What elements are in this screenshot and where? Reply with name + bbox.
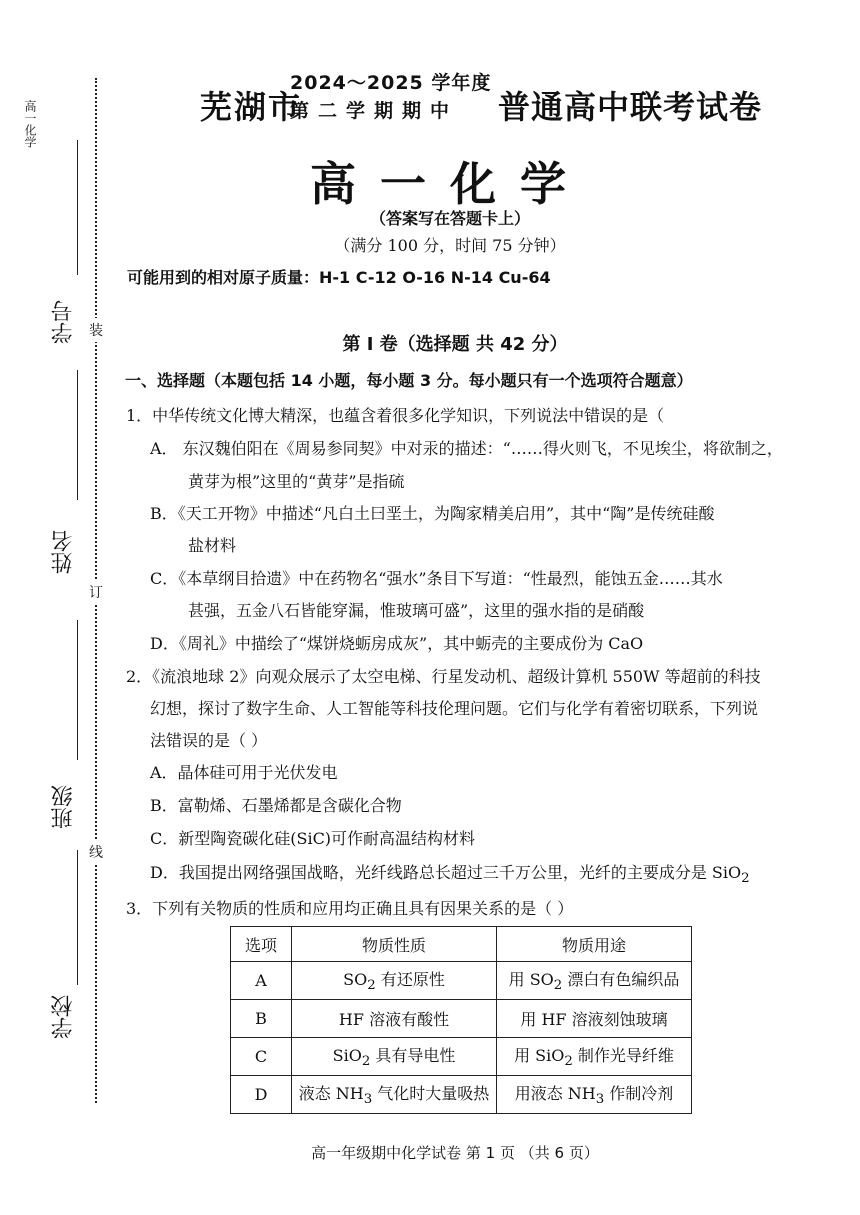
q2-option-d-subscript: 2 [741, 871, 750, 887]
table-cell-property: HF 溶液有酸性 [292, 1000, 497, 1038]
subject-title: 高一化学 [310, 157, 590, 211]
binding-word-ding: 订 [88, 580, 104, 604]
properties-table [230, 926, 692, 1114]
q2-option-a: A．晶体硅可用于光伏发电 [150, 763, 338, 782]
part-title: 一、选择题（本题包括 14 小题，每小题 3 分。每小题只有一个选项符合题意） [125, 371, 693, 390]
title-semester: 第二学期期中 [290, 100, 459, 122]
school-label: 学校 [51, 995, 76, 1039]
q3-stem: 3．下列有关物质的性质和应用均正确且具有因果关系的是（ ） [126, 899, 574, 918]
table-row [231, 962, 692, 1000]
q1-option-c-cont: 甚强，五金八石皆能穿漏，惟玻璃可盛”，这里的强水指的是硝酸 [188, 601, 645, 620]
title-city: 芜湖市 [200, 88, 303, 126]
binding-word-xian: 线 [88, 840, 104, 864]
table-cell-option: A [231, 962, 292, 1000]
q2-stem-cont: 幻想，探讨了数字生命、人工智能等科技伦理问题。它们与化学有着密切联系，下列说 [150, 699, 759, 718]
school-line[interactable] [77, 850, 78, 985]
q1-option-a-cont: 黄芽为根”这里的“黄芽”是指硫 [188, 472, 405, 491]
q1-option-d: D．《周礼》中描绘了“煤饼烧蛎房成灰”，其中蛎壳的主要成份为 CaO [150, 634, 644, 653]
table-cell-use: 用 HF 溶液刻蚀玻璃 [497, 1000, 692, 1038]
table-header-use: 物质用途 [497, 927, 692, 962]
table-cell-property: $SO_2$ 有还原性 [292, 962, 497, 1000]
table-cell-property: 液态 $NH_3$ 气化时大量吸热 [292, 1076, 497, 1114]
q2-option-b: B．富勒烯、石墨烯都是含碳化合物 [150, 796, 402, 815]
name-line[interactable] [77, 370, 78, 500]
table-row [231, 1038, 692, 1076]
table-cell-option: B [231, 1000, 292, 1038]
class-label: 班级 [51, 785, 76, 829]
table-header-property: 物质性质 [292, 927, 497, 962]
binding-word-zhuang: 装 [88, 318, 104, 342]
table-header-row [231, 927, 692, 962]
side-subject-tag: 高一化学 [23, 100, 37, 148]
page-footer: 高一年级期中化学试卷 第 1 页 （共 6 页） [311, 1144, 599, 1162]
table-cell-use: 用液态 $NH_3$ 作制冷剂 [497, 1076, 692, 1114]
note-answer-card: （答案写在答题卡上） [369, 209, 530, 228]
atomic-masses: 可能用到的相对原子质量：H-1 C-12 O-16 N-14 Cu-64 [127, 268, 551, 287]
table-cell-use: 用 $SO_2$ 漂白有色编织品 [497, 962, 692, 1000]
table-cell-property: SiO$_2$ 具有导电性 [292, 1038, 497, 1076]
title-year: 2024～2025 学年度 [290, 72, 492, 94]
title-exam: 普通高中联考试卷 [498, 88, 763, 126]
q2-option-d-text: D．我国提出网络强国战略，光纤线路总长超过三千万公里，光纤的主要成分是 SiO [150, 863, 742, 882]
q2-option-c: C．新型陶瓷碳化硅(SiC)可作耐高温结构材料 [150, 829, 476, 848]
table-cell-option: C [231, 1038, 292, 1076]
table-row [231, 1000, 692, 1038]
note-score-time: （满分 100 分，时间 75 分钟） [334, 236, 566, 255]
q1-option-a: A． 东汉魏伯阳在《周易参同契》中对汞的描述：“……得火则飞，不见埃尘，将欲制之， [150, 439, 783, 458]
q1-option-b: B．《天工开物》中描述“凡白土曰垩土，为陶家精美启用”，其中“陶”是传统硅酸 [150, 504, 715, 523]
student-id-label: 学号 [51, 300, 76, 344]
q1-stem: 1．中华传统文化博大精深，也蕴含着很多化学知识，下列说法中错误的是（ [126, 406, 665, 425]
table-row [231, 1076, 692, 1114]
q2-stem: 2．《流浪地球 2》向观众展示了太空电梯、行星发动机、超级计算机 550W 等超前的科技 [126, 667, 761, 686]
name-label: 姓名 [51, 530, 76, 574]
q2-stem-cont2: 法错误的是（ ） [150, 731, 268, 750]
section-title: 第 I 卷（选择题 共 42 分） [342, 334, 568, 355]
q1-option-b-cont: 盐材料 [188, 536, 237, 555]
table-header-option: 选项 [231, 927, 292, 962]
class-line[interactable] [77, 620, 78, 760]
table-cell-use: 用 SiO$_2$ 制作光导纤维 [497, 1038, 692, 1076]
table-cell-option: D [231, 1076, 292, 1114]
q2-option-d [150, 860, 750, 886]
q1-option-c: C．《本草纲目拾遗》中在药物名“强水”条目下写道：“性最烈，能蚀五金……其水 [150, 569, 723, 588]
